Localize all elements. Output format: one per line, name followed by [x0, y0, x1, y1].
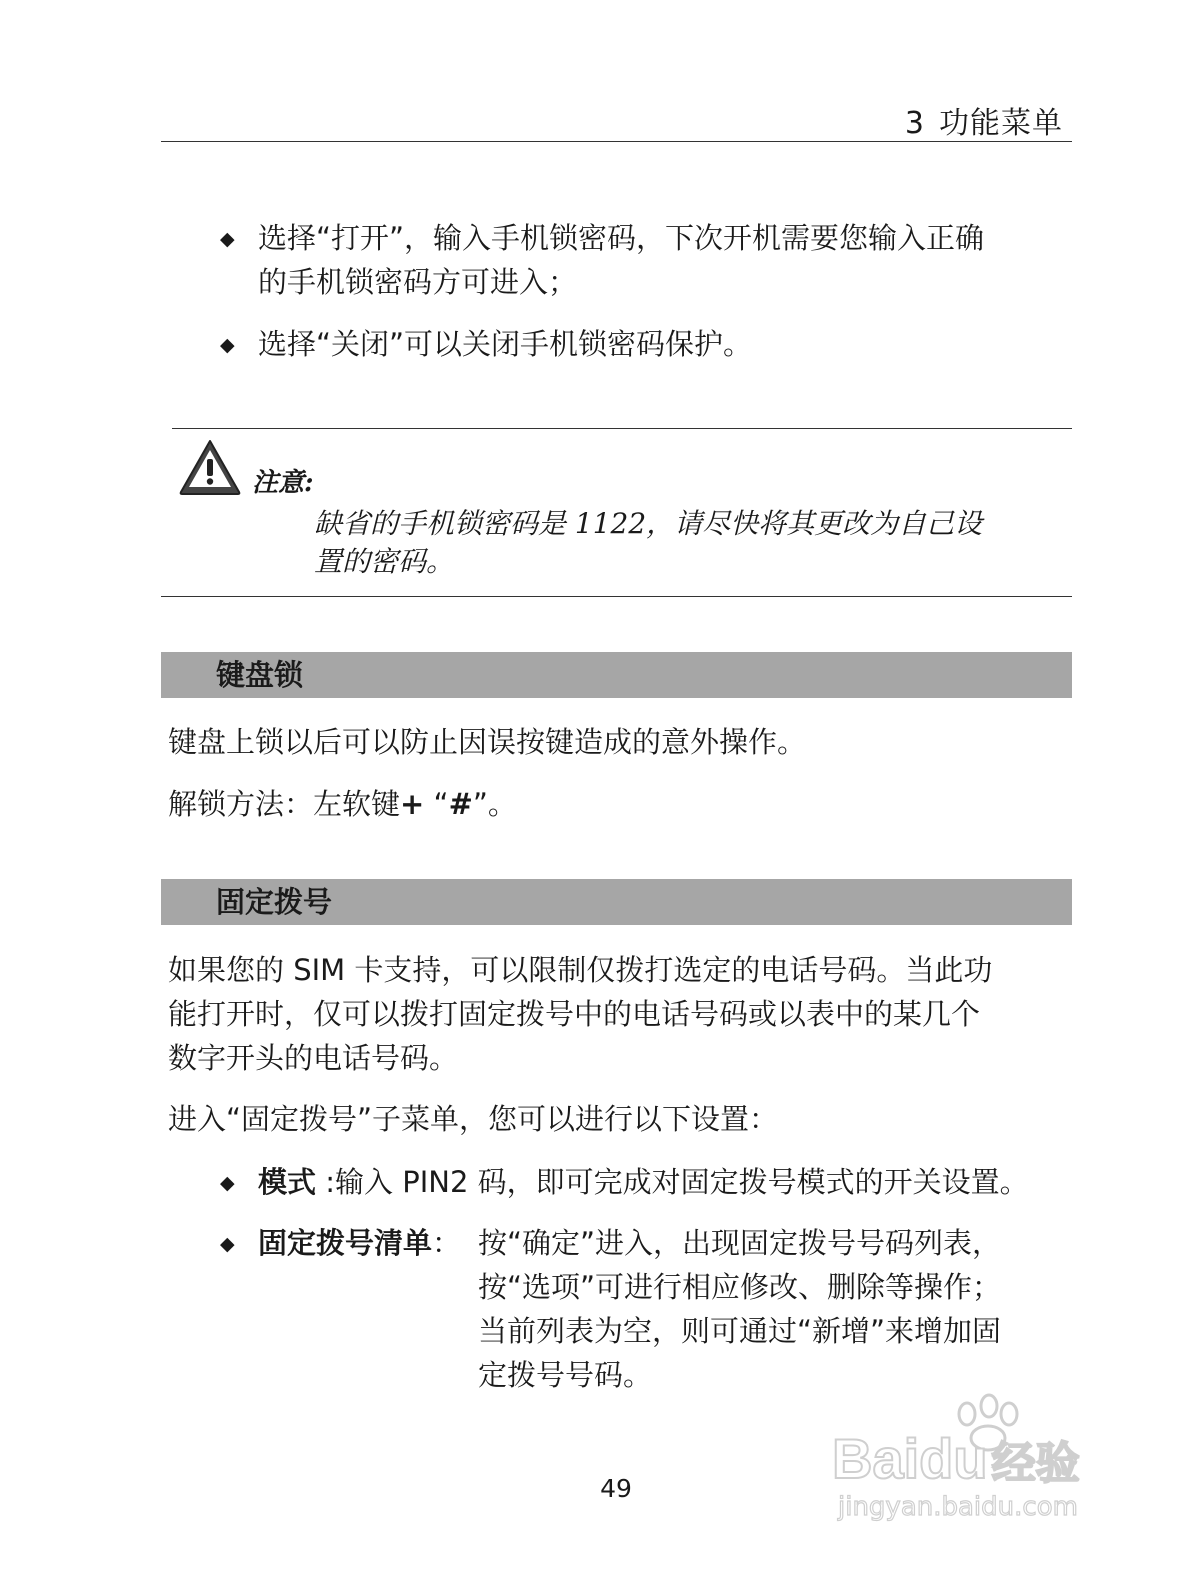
- baidu-watermark: [832, 1400, 1112, 1530]
- chapter-number: 3: [904, 106, 925, 141]
- fixed-dialing-para-line1: 如果您的 SIM 卡支持，可以限制仅拨打选定的电话号码。当此功: [168, 953, 993, 987]
- mode-term: 模式: [258, 1165, 317, 1199]
- list-desc-line4: 定拨号号码。: [478, 1358, 653, 1392]
- option-open-line2: 的手机锁密码方可进入；: [258, 265, 578, 299]
- keypad-lock-description: 键盘上锁以后可以防止因误按键造成的意外操作。: [168, 725, 807, 759]
- watermark-logo-text: Baidu经验: [832, 1427, 1080, 1490]
- watermark-url: jingyan.baidu.com: [838, 1492, 1078, 1522]
- keypad-unlock-method: [168, 782, 517, 826]
- list-desc-line3: 当前列表为空，则可通过“新增”来增加固: [478, 1314, 1002, 1348]
- unlock-open-quote: “: [424, 787, 449, 821]
- note-top-rule: [172, 428, 1072, 429]
- list-term: 固定拨号清单: [258, 1226, 433, 1260]
- bullet-icon: ◆: [220, 1172, 235, 1194]
- list-desc-line1: 按“确定”进入，出现固定拨号号码列表，: [478, 1226, 1002, 1260]
- section-title-fixed-dialing: 固定拨号: [216, 885, 333, 919]
- option-close-line: 选择“关闭”可以关闭手机锁密码保护。: [258, 327, 753, 361]
- unlock-prefix: 解锁方法：左软键: [168, 787, 401, 821]
- note-text-line2: 置的密码。: [314, 545, 455, 578]
- list-term-separator: ：: [432, 1226, 462, 1260]
- bullet-icon: ◆: [220, 334, 235, 356]
- bullet-icon: ◆: [220, 1233, 235, 1255]
- note-label: 注意:: [252, 468, 314, 498]
- fixed-dialing-intro: 进入“固定拨号”子菜单，您可以进行以下设置：: [168, 1102, 779, 1136]
- option-open-line1: 选择“打开”，输入手机锁密码，下次开机需要您输入正确: [258, 221, 985, 255]
- list-item-fixed-dialing-list-term: [258, 1221, 461, 1265]
- unlock-plus: +: [400, 787, 425, 821]
- section-title-keypad-lock: 键盘锁: [216, 658, 304, 692]
- unlock-close: ”。: [472, 787, 517, 821]
- note-bottom-rule: [161, 596, 1072, 597]
- note-text-line1: 缺省的手机锁密码是 1122，请尽快将其更改为自己设: [314, 507, 983, 540]
- warning-icon: [178, 438, 242, 496]
- chapter-header: [905, 98, 1063, 142]
- list-item-mode: [258, 1160, 1029, 1204]
- chapter-title: 功能菜单: [939, 106, 1063, 141]
- bullet-icon: ◆: [220, 228, 235, 250]
- mode-description: :输入 PIN2 码，即可完成对固定拨号模式的开关设置。: [325, 1165, 1029, 1199]
- header-rule: [161, 141, 1072, 142]
- fixed-dialing-para-line2: 能打开时，仅可以拨打固定拨号中的电话号码或以表中的某几个: [168, 997, 981, 1031]
- list-desc-line2: 按“选项”可进行相应修改、删除等操作；: [478, 1270, 1002, 1304]
- unlock-key: #: [448, 787, 473, 821]
- page-number: 49: [600, 1474, 632, 1503]
- fixed-dialing-para-line3: 数字开头的电话号码。: [168, 1041, 459, 1075]
